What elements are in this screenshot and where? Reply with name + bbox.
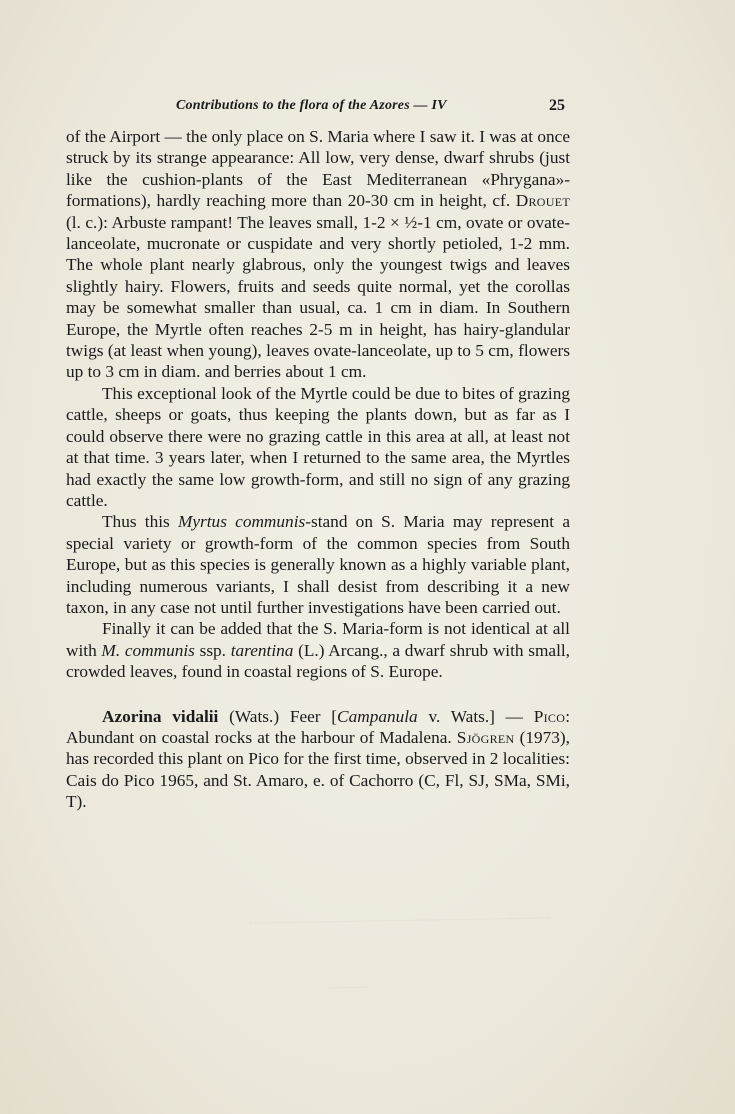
species-heading: Azorina vidalii [102, 706, 219, 726]
text-run: (l. c.): Arbuste rampant! The leaves small, 1-2 × ½-1 cm, ovate or ovate-lanceolate, mucronate or cuspidate and very shortly petioled, 1-2 mm. The whole plant nearly glabrous, only the youngest twigs and leaves slightly hairy. Flowers, fruits and seeds quite normal, yet the corollas may be somewhat smaller than usual, ca. 1 cm in diam. In Southern Europe, the Myrtle often reaches 2-5 m in height, has hairy-glandular twigs (at least when young), leaves ovate-lanceolate, up to 5 cm, flowers up to 3 cm in diam. and berries about 1 cm. [66, 212, 570, 382]
author-name: Sjögren [456, 727, 515, 747]
taxon-name: Myrtus communis [177, 512, 306, 532]
paragraph [66, 383, 570, 511]
author-name: Pico [533, 706, 566, 726]
text-run: (L.) Arcang., a dwarf shrub with small, crowded leaves, found in coastal regions of S. Europe. [66, 640, 570, 682]
text-run: of the Airport — the only place on S. Maria where I saw it. I was at once struck by its strange appearance: All low, very dense, dwarf shrubs (just like the cushion-plants of the East Mediterranean «Phrygana»-formations), hardly reaching more than 20-30 cm in height, cf. [66, 127, 570, 211]
text-run: -stand on S. Maria may represent a special variety or growth-form of the common species from South Europe, but as this species is generally known as a highly variable plant, including numerous variants, I shall desist from describing it a new taxon, in any case not until further investigations have been carried out. [66, 512, 571, 617]
body-text [66, 126, 570, 813]
text-run: Finally it can be added that the S. Maria-form is not identical at all with [66, 619, 570, 660]
paragraph [66, 511, 570, 618]
text-run: : Abundant on coastal rocks at the harbour of Madalena. [66, 706, 571, 747]
text-run: Thus this [102, 512, 178, 532]
page-number: 25 [549, 97, 565, 114]
show-through-mark [250, 903, 550, 923]
taxon-name: M. communis [101, 640, 195, 660]
author-name: Drouet [515, 191, 570, 211]
text-run: ssp. [194, 640, 231, 660]
taxon-name: Campanula [337, 706, 418, 726]
paragraph [66, 618, 570, 682]
running-head: Contributions to the flora of the Azores — IV [176, 98, 447, 113]
text-run: v. Wats.] — [417, 706, 534, 726]
text-run: (1973), has recorded this plant on Pico for the first time, observed in 2 localities: Cais do Pico 1965, and St. Amaro, e. of Cachorro (C, Fl, SJ, SMa, SMi, T). [66, 727, 570, 812]
text-run: (Wats.) Feer [ [218, 706, 338, 726]
species-entry [66, 706, 570, 813]
show-through-mark [330, 975, 370, 989]
taxon-name: tarentina [230, 640, 294, 660]
paragraph [66, 126, 570, 383]
text-run: This exceptional look of the Myrtle could be due to bites of grazing cattle, sheeps or goats, thus keeping the plants down, but as far as I could observe there were no grazing cattle in this area at all, at least not at that time. 3 years later, when I returned to the same area, the Myrtles had exactly the same low growth-form, and still no sign of any grazing cattle. [66, 383, 570, 510]
